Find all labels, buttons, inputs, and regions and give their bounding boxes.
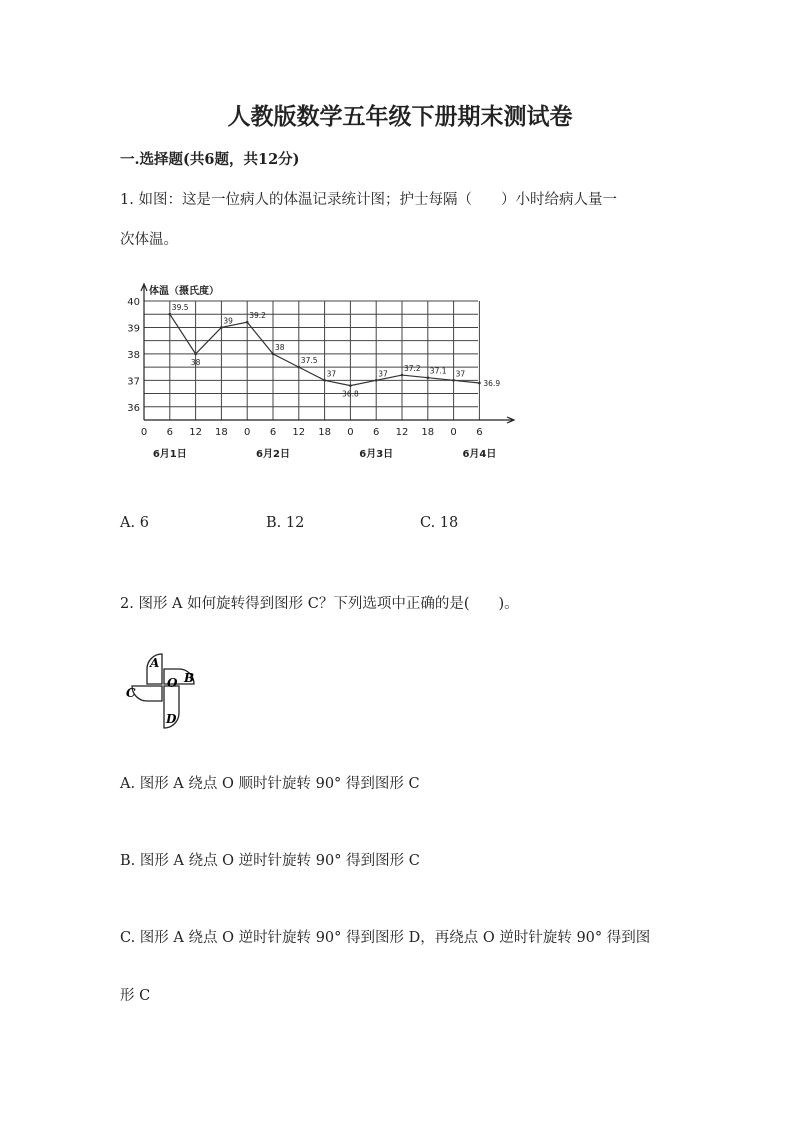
- data-point: [375, 379, 378, 382]
- q1-option-c[interactable]: C. 18: [420, 515, 459, 531]
- q1-option-b[interactable]: B. 12: [266, 515, 305, 531]
- data-label: 37: [326, 369, 337, 379]
- data-label: 37: [378, 369, 388, 379]
- x-tick-label: 0: [244, 427, 251, 438]
- q2-option-c[interactable]: C. 图形 A 绕点 O 逆时针旋转 90° 得到图形 D，再绕点 O 逆时针旋转 90° 得到图: [120, 930, 651, 946]
- data-label: 37: [455, 369, 466, 379]
- y-tick-label: 39: [127, 323, 140, 335]
- y-tick-label: 38: [127, 349, 140, 361]
- data-label: 36.8: [342, 389, 359, 399]
- q2-option-b[interactable]: B. 图形 A 绕点 O 逆时针旋转 90° 得到图形 C: [120, 853, 420, 869]
- y-tick-label: 40: [127, 297, 140, 308]
- x-tick-label: 6: [269, 427, 277, 438]
- x-tick-label: 6: [373, 427, 380, 438]
- data-point: [323, 379, 326, 382]
- petal-c: [132, 686, 162, 701]
- x-tick-label: 18: [215, 427, 228, 438]
- data-label: 38: [275, 342, 285, 352]
- day-label: 6月1日: [152, 449, 187, 460]
- question-2-text: 2. 图形 A 如何旋转得到图形 C？下列选项中正确的是( )。: [120, 596, 519, 612]
- question-1-text-cont: 次体温。: [120, 232, 178, 248]
- x-tick-label: 0: [140, 427, 148, 438]
- label-o: O: [167, 676, 178, 690]
- data-point: [401, 374, 404, 377]
- data-label: 39.2: [249, 311, 266, 321]
- label-a: A: [150, 656, 160, 670]
- day-label: 6月4日: [462, 449, 497, 460]
- q2-option-c-cont: 形 C: [120, 988, 151, 1004]
- data-label: 38: [190, 357, 201, 367]
- q1-option-a[interactable]: A. 6: [120, 515, 149, 531]
- x-tick-label: 12: [189, 427, 202, 438]
- x-tick-label: 18: [318, 427, 331, 438]
- pinwheel-figure: [118, 648, 213, 733]
- x-tick-label: 0: [450, 427, 457, 438]
- x-tick-label: 6: [166, 427, 173, 438]
- data-point: [452, 379, 455, 382]
- data-point: [349, 384, 352, 387]
- data-label: 39: [223, 316, 233, 326]
- data-point: [427, 376, 430, 379]
- data-label: 37.2: [404, 364, 421, 374]
- data-label: 39.5: [171, 303, 189, 313]
- x-tick-label: 12: [395, 427, 409, 438]
- data-point: [169, 313, 172, 316]
- x-tick-label: 6: [476, 427, 483, 438]
- temperature-line-chart: [127, 278, 530, 473]
- data-point: [194, 353, 197, 356]
- y-tick-label: 37: [127, 376, 140, 388]
- day-label: 6月2日: [256, 449, 290, 460]
- page-title: 人教版数学五年级下册期末测试卷: [227, 103, 573, 130]
- y-axis-label: 体温（摄氏度）: [149, 286, 219, 297]
- x-tick-label: 12: [292, 427, 306, 438]
- label-d: D: [166, 712, 177, 726]
- x-tick-label: 18: [421, 427, 435, 438]
- data-label: 37.1: [429, 366, 447, 376]
- section-heading: 一.选择题(共6题，共12分): [120, 151, 300, 168]
- data-point: [478, 382, 481, 385]
- data-label: 36.9: [483, 378, 501, 388]
- label-c: C: [126, 686, 136, 700]
- question-1-text: 1. 如图：这是一位病人的体温记录统计图；护士每隔（ ）小时给病人量一: [120, 192, 617, 208]
- data-label: 37.5: [300, 356, 318, 366]
- data-point: [246, 321, 249, 324]
- data-point: [272, 353, 275, 356]
- y-tick-label: 36: [127, 402, 140, 414]
- day-label: 6月3日: [359, 449, 394, 460]
- data-point: [298, 366, 301, 369]
- x-tick-label: 0: [347, 427, 354, 438]
- label-b: B: [184, 671, 195, 685]
- data-point: [220, 326, 223, 329]
- q2-option-a[interactable]: A. 图形 A 绕点 O 顺时针旋转 90° 得到图形 C: [120, 776, 420, 792]
